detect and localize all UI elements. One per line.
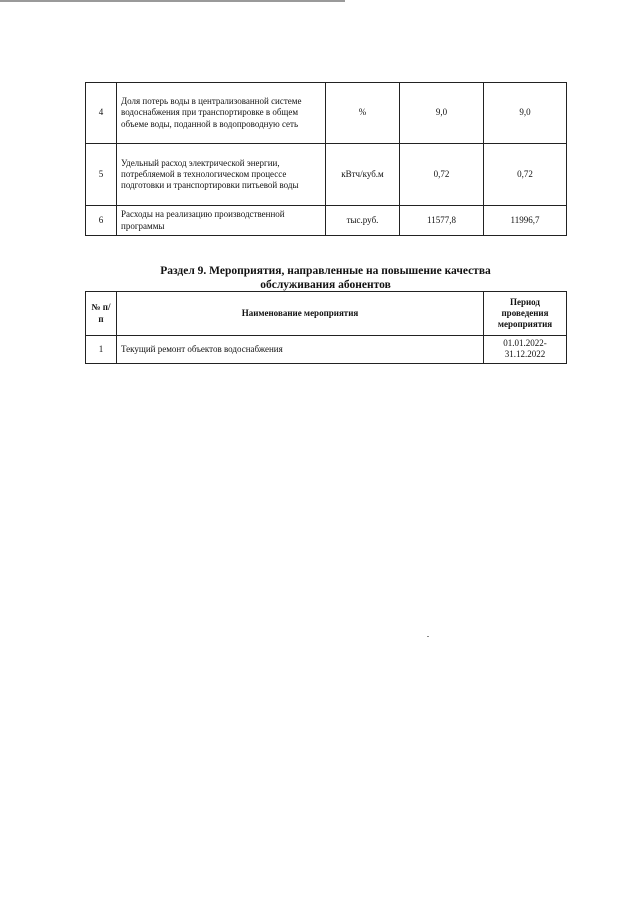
- row-number: 6: [86, 206, 117, 236]
- table-header-row: [86, 292, 567, 336]
- header-measure-name: Наименование мероприятия: [117, 292, 484, 336]
- header-number: № п/п: [86, 292, 117, 336]
- indicator-unit: %: [326, 83, 400, 144]
- indicator-value-2: 11996,7: [484, 206, 567, 236]
- indicator-value-2: 0,72: [484, 144, 567, 206]
- indicator-value-2: 9,0: [484, 83, 567, 144]
- indicator-value-1: 9,0: [400, 83, 484, 144]
- measure-name: Текущий ремонт объектов водоснабжения: [117, 336, 484, 364]
- measure-period: 01.01.2022-31.12.2022: [484, 336, 567, 364]
- indicator-name: Удельный расход электрической энергии, потребляемой в технологическом процессе подготовки и транспортировки питьевой воды: [117, 144, 326, 206]
- table-row: [86, 83, 567, 144]
- measures-table: [85, 291, 567, 364]
- table-row: [86, 336, 567, 364]
- section-9-title: [85, 264, 566, 292]
- row-number: 5: [86, 144, 117, 206]
- table-row: [86, 144, 567, 206]
- indicator-value-1: 11577,8: [400, 206, 484, 236]
- row-number: 4: [86, 83, 117, 144]
- measure-number: 1: [86, 336, 117, 364]
- table-row: [86, 206, 567, 236]
- indicator-unit: тыс.руб.: [326, 206, 400, 236]
- section-title-line-2: обслуживания абонентов: [260, 279, 391, 291]
- indicator-name: Расходы на реализацию производственной программы: [117, 206, 326, 236]
- section-title-line-1: Раздел 9. Мероприятия, направленные на повышение качества: [160, 265, 491, 277]
- indicators-table: [85, 82, 567, 236]
- header-period: Период проведения мероприятия: [484, 292, 567, 336]
- scan-speck: [427, 636, 429, 637]
- indicator-unit: кВтч/куб.м: [326, 144, 400, 206]
- scan-edge-line: [0, 0, 345, 2]
- indicator-name: Доля потерь воды в централизованной системе водоснабжения при транспортировке в общем объеме воды, поданной в водопроводную сеть: [117, 83, 326, 144]
- indicator-value-1: 0,72: [400, 144, 484, 206]
